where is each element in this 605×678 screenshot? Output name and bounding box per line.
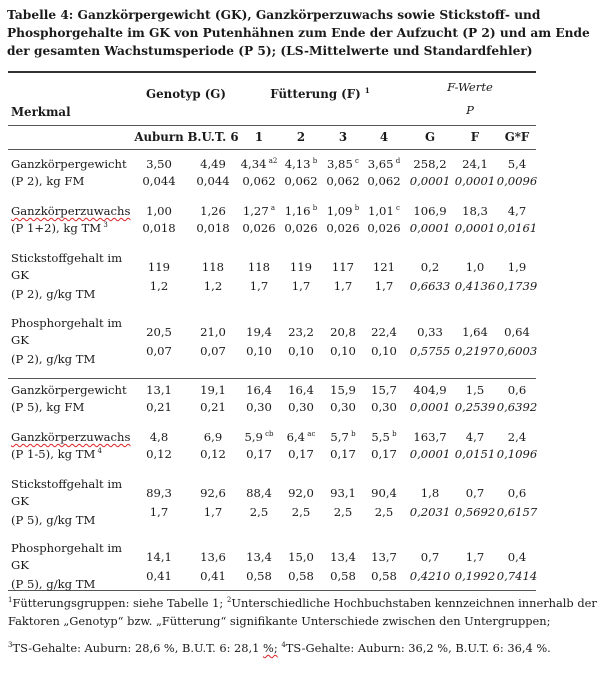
value-text: 88,4 <box>246 486 272 500</box>
value-text: 0,7 <box>420 550 440 564</box>
footnote-1-2 <box>8 594 600 630</box>
se-cell: 2,5 <box>333 505 353 519</box>
value-text: 13,6 <box>200 550 226 564</box>
value-text: 13,4 <box>246 550 272 564</box>
row-label-mid: GK <box>11 494 29 508</box>
header-col-3: 2 <box>296 130 306 144</box>
se-cell: 1,7 <box>249 279 269 293</box>
value-text: 117 <box>331 260 355 274</box>
header-fuetterung <box>265 87 375 101</box>
se-cell: 1,2 <box>203 279 223 293</box>
se-cell: 0,6392 <box>496 400 538 414</box>
se-cell: 0,0001 <box>454 221 496 235</box>
se-cell: 0,21 <box>146 400 172 414</box>
value-text: 0,7 <box>465 486 485 500</box>
se-cell: 1,7 <box>203 505 223 519</box>
value-cell <box>489 157 545 171</box>
se-cell: 0,062 <box>326 174 360 188</box>
value-text: 4,7 <box>507 204 527 218</box>
value-cell <box>131 550 187 564</box>
value-text: 15,0 <box>288 550 314 564</box>
value-text: 1,16 <box>284 204 311 218</box>
footnote-2-marker: 2 <box>226 596 232 604</box>
se-cell: 0,58 <box>330 569 356 583</box>
table-rule <box>8 125 536 126</box>
value-cell <box>489 486 545 500</box>
value-superscript: ac <box>305 430 316 438</box>
value-text: 4,8 <box>149 430 169 444</box>
table-rule <box>8 378 536 379</box>
value-text: 89,3 <box>146 486 172 500</box>
row-label <box>11 383 127 397</box>
value-text: 2,4 <box>507 430 527 444</box>
value-text: 119 <box>147 260 171 274</box>
table-caption: Tabelle 4: Ganzkörpergewicht (GK), Ganzkörperzuwachs sowie Stickstoff- und Phosphorgehalte im GK von Putenhähnen zum Ende der Aufzucht (P 2) und am Ende der gesamten Wachstumsperiode (P 5); (LS-Mittelwerte und Standardfehler) <box>7 8 590 58</box>
value-text: 5,4 <box>507 157 527 171</box>
row-label-unit: (P 2), g/kg TM <box>11 287 96 301</box>
header-col-4: 3 <box>338 130 348 144</box>
se-cell: 1,7 <box>291 279 311 293</box>
value-text: 1,0 <box>465 260 485 274</box>
value-text: 1,8 <box>420 486 440 500</box>
se-cell: 0,0001 <box>409 221 451 235</box>
value-text: 0,33 <box>417 325 443 339</box>
footnote-3-tail: %; <box>263 641 278 655</box>
value-cell <box>131 157 187 171</box>
se-cell: 0,30 <box>371 400 397 414</box>
row-label <box>11 157 127 171</box>
value-text: 1,27 <box>242 204 269 218</box>
value-cell <box>489 204 545 218</box>
header-col-1: B.U.T. 6 <box>187 130 239 144</box>
value-cell <box>489 260 545 274</box>
value-text: 19,1 <box>200 383 226 397</box>
value-text: 1,5 <box>465 383 485 397</box>
header-col-0: Auburn <box>134 130 184 144</box>
row-label-text: Ganzkörperzuwachs <box>11 204 131 218</box>
se-cell: 0,12 <box>146 447 172 461</box>
se-cell: 0,062 <box>367 174 401 188</box>
se-cell: 0,1739 <box>496 279 538 293</box>
row-label-text: Ganzkörperzuwachs <box>11 430 131 444</box>
row-label-mid: GK <box>11 268 29 282</box>
se-cell: 0,018 <box>142 221 176 235</box>
row-label-sup: 3 <box>101 221 108 229</box>
value-text: 4,13 <box>284 157 311 171</box>
row-label-text: Ganzkörpergewicht <box>11 157 127 171</box>
header-genotyp: Genotyp (G) <box>146 87 226 101</box>
se-cell: 0,58 <box>371 569 397 583</box>
value-cell <box>131 204 187 218</box>
se-cell: 0,10 <box>330 344 356 358</box>
value-superscript: a <box>268 204 276 212</box>
value-text: 6,4 <box>286 430 306 444</box>
header-col-6: G <box>424 130 436 144</box>
se-cell: 0,17 <box>371 447 397 461</box>
value-text: 0,2 <box>420 260 440 274</box>
se-cell: 0,58 <box>288 569 314 583</box>
value-superscript: b <box>348 430 356 438</box>
value-superscript: d <box>393 157 401 165</box>
value-text: 4,49 <box>200 157 226 171</box>
se-cell: 2,5 <box>249 505 269 519</box>
row-label <box>11 316 122 330</box>
se-cell: 0,4210 <box>409 569 451 583</box>
value-superscript: a2 <box>266 157 278 165</box>
value-text: 23,2 <box>288 325 314 339</box>
row-label-unit: (P 1+2), kg TM $^3$ <box>11 221 108 235</box>
value-text: 24,1 <box>462 157 488 171</box>
value-text: 20,5 <box>146 325 172 339</box>
se-cell: 2,5 <box>291 505 311 519</box>
se-cell: 0,044 <box>142 174 176 188</box>
value-text: 15,7 <box>371 383 397 397</box>
se-cell: 0,0001 <box>409 174 451 188</box>
value-text: 0,6 <box>507 486 527 500</box>
se-cell: 0,062 <box>284 174 318 188</box>
value-text: 13,7 <box>371 550 397 564</box>
value-text: 3,65 <box>367 157 394 171</box>
row-label-unit: (P 5), g/kg TM <box>11 513 96 527</box>
se-cell: 1,7 <box>149 505 169 519</box>
header-col-7: F <box>470 130 480 144</box>
value-text: 20,8 <box>330 325 356 339</box>
header-fuetterung-label: Fütterung (F) <box>270 87 361 101</box>
se-cell: 0,2539 <box>454 400 496 414</box>
se-cell: 0,10 <box>246 344 272 358</box>
footnote-3-marker: 3 <box>8 641 13 649</box>
value-text: 3,50 <box>146 157 172 171</box>
row-label-text: Ganzkörpergewicht <box>11 383 127 397</box>
value-cell <box>489 383 545 397</box>
value-text: 16,4 <box>288 383 314 397</box>
se-cell: 0,2197 <box>454 344 496 358</box>
se-cell: 0,7414 <box>496 569 538 583</box>
se-cell: 1,2 <box>149 279 169 293</box>
se-cell: 0,4136 <box>454 279 496 293</box>
row-label <box>11 430 130 444</box>
se-cell: 1,7 <box>374 279 394 293</box>
se-cell: 0,026 <box>367 221 401 235</box>
footnote-4-text: TS-Gehalte: Auburn: 36,2 %, B.U.T. 6: 36,4 %. <box>285 641 551 655</box>
value-text: 1,9 <box>507 260 527 274</box>
value-cell <box>131 325 187 339</box>
value-text: 118 <box>201 260 225 274</box>
value-text: 1,7 <box>465 550 485 564</box>
value-text: 163,7 <box>413 430 447 444</box>
se-cell: 0,0151 <box>454 447 496 461</box>
value-text: 5,9 <box>244 430 263 444</box>
se-cell: 0,07 <box>200 344 226 358</box>
table-rule <box>8 71 536 73</box>
value-text: 21,0 <box>200 325 226 339</box>
se-cell: 0,30 <box>288 400 314 414</box>
footnote-1-text: Fütterungsgruppen: siehe Tabelle 1; <box>12 596 227 610</box>
header-col-2: 1 <box>254 130 264 144</box>
row-label-unit: (P 1-5), kg TM $^4$ <box>11 447 102 461</box>
header-fwerte: F-Werte <box>447 80 493 94</box>
value-cell <box>489 550 545 564</box>
value-text: 15,9 <box>330 383 356 397</box>
footnote-3-text: TS-Gehalte: Auburn: 28,6 %, B.U.T. 6: 28,1 <box>12 641 264 655</box>
value-text: 404,9 <box>413 383 447 397</box>
row-label <box>11 477 122 491</box>
se-cell: 0,026 <box>326 221 360 235</box>
se-cell: 0,17 <box>288 447 314 461</box>
value-text: 13,1 <box>146 383 172 397</box>
value-text: 1,64 <box>462 325 488 339</box>
value-cell <box>131 430 187 444</box>
se-cell: 0,58 <box>246 569 272 583</box>
footnote-3-4 <box>8 639 600 657</box>
row-label-mid: GK <box>11 333 29 347</box>
value-text: 0,4 <box>507 550 527 564</box>
value-text: 1,00 <box>146 204 172 218</box>
se-cell: 0,17 <box>246 447 272 461</box>
se-cell: 0,2031 <box>409 505 451 519</box>
se-cell: 0,0001 <box>409 400 451 414</box>
value-cell <box>131 260 187 274</box>
row-label-sup: 4 <box>95 447 102 455</box>
se-cell: 0,17 <box>330 447 356 461</box>
value-text: 121 <box>372 260 396 274</box>
value-text: 119 <box>289 260 313 274</box>
value-text: 6,9 <box>203 430 223 444</box>
value-text: 92,0 <box>288 486 314 500</box>
se-cell: 0,0096 <box>496 174 538 188</box>
se-cell: 0,026 <box>242 221 276 235</box>
row-label <box>11 251 122 265</box>
value-superscript: c <box>393 204 400 212</box>
value-superscript: b <box>310 157 318 165</box>
value-superscript: b <box>310 204 318 212</box>
footnote-4-marker: 4 <box>281 641 286 649</box>
row-label-text: Stickstoffgehalt im <box>11 477 123 491</box>
row-label-mid: GK <box>11 558 29 572</box>
value-text: 19,4 <box>246 325 272 339</box>
value-text: 5,5 <box>371 430 390 444</box>
se-cell: 0,6157 <box>496 505 538 519</box>
se-cell: 0,12 <box>200 447 226 461</box>
value-text: 18,3 <box>462 204 488 218</box>
value-superscript: cb <box>262 430 274 438</box>
value-text: 1,26 <box>200 204 226 218</box>
value-text: 16,4 <box>246 383 272 397</box>
table-rule <box>8 149 536 150</box>
se-cell: 0,6633 <box>409 279 451 293</box>
row-label <box>11 204 130 218</box>
se-cell: 0,41 <box>146 569 172 583</box>
value-text: 90,4 <box>371 486 397 500</box>
value-text: 4,34 <box>240 157 267 171</box>
se-cell: 0,0001 <box>409 447 451 461</box>
se-cell: 0,062 <box>242 174 276 188</box>
se-cell: 0,30 <box>246 400 272 414</box>
se-cell: 0,5755 <box>409 344 451 358</box>
value-cell <box>131 486 187 500</box>
se-cell: 0,5692 <box>454 505 496 519</box>
value-text: 106,9 <box>413 204 447 218</box>
value-text: 5,7 <box>330 430 349 444</box>
header-p: P <box>466 103 474 117</box>
value-text: 1,09 <box>326 204 353 218</box>
row-label-text: Phosphorgehalt im <box>11 541 123 555</box>
row-label-text: Phosphorgehalt im <box>11 316 123 330</box>
se-cell: 0,10 <box>371 344 397 358</box>
value-text: 93,1 <box>330 486 356 500</box>
header-fuetterung-sup: 1 <box>364 86 370 95</box>
footnote-2-text: Unterschiedliche Hochbuchstaben kennzeichnen innerhalb der Faktoren „Genotyp“ bzw. „Fütterung“ signifikante Unterschiede zwischen den Untergruppen; <box>8 596 597 628</box>
value-text: 1,01 <box>368 204 394 218</box>
value-cell <box>131 383 187 397</box>
se-cell: 0,6003 <box>496 344 538 358</box>
value-text: 14,1 <box>146 550 172 564</box>
value-text: 118 <box>247 260 271 274</box>
se-cell: 1,7 <box>333 279 353 293</box>
se-cell: 0,1992 <box>454 569 496 583</box>
value-text: 258,2 <box>413 157 447 171</box>
se-cell: 0,21 <box>200 400 226 414</box>
value-cell <box>489 430 545 444</box>
se-cell: 0,41 <box>200 569 226 583</box>
value-text: 0,64 <box>504 325 530 339</box>
value-text: 22,4 <box>371 325 397 339</box>
se-cell: 0,10 <box>288 344 314 358</box>
row-label-unit: (P 5), kg FM <box>11 400 85 414</box>
se-cell: 0,1096 <box>496 447 538 461</box>
value-text: 13,4 <box>330 550 356 564</box>
value-superscript: c <box>352 157 359 165</box>
se-cell: 0,044 <box>196 174 230 188</box>
se-cell: 0,0001 <box>454 174 496 188</box>
value-text: 3,85 <box>327 157 353 171</box>
se-cell: 0,30 <box>330 400 356 414</box>
value-text: 92,6 <box>200 486 226 500</box>
value-superscript: b <box>389 430 397 438</box>
footnote-1-marker: 1 <box>8 596 13 604</box>
header-col-8: G*F <box>504 130 530 144</box>
se-cell: 0,018 <box>196 221 230 235</box>
value-text: 4,7 <box>465 430 485 444</box>
row-label-unit: (P 2), g/kg TM <box>11 352 96 366</box>
header-merkmal: Merkmal <box>11 105 71 119</box>
se-cell: 0,07 <box>146 344 172 358</box>
row-label <box>11 541 122 555</box>
row-label-text: Stickstoffgehalt im <box>11 251 123 265</box>
value-text: 0,6 <box>507 383 527 397</box>
header-col-5: 4 <box>379 130 389 144</box>
se-cell: 0,026 <box>284 221 318 235</box>
se-cell: 2,5 <box>374 505 394 519</box>
se-cell: 0,0161 <box>496 221 538 235</box>
row-label-unit: (P 2), kg FM <box>11 174 85 188</box>
value-cell <box>489 325 545 339</box>
value-superscript: b <box>352 204 360 212</box>
row-label-unit: (P 5), g/kg TM <box>11 577 96 591</box>
